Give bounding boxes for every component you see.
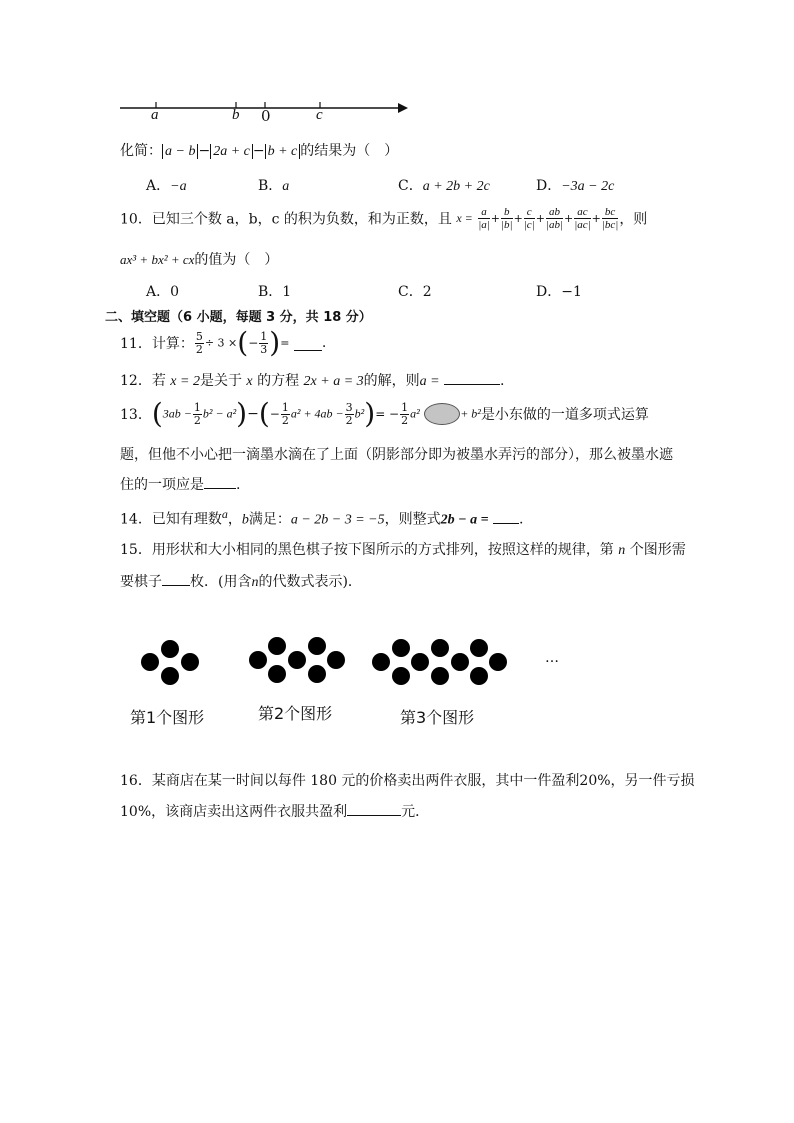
q15-answer-blank[interactable] bbox=[162, 571, 190, 586]
q12-answer-blank[interactable] bbox=[444, 370, 500, 385]
figure-3-stones bbox=[372, 639, 507, 685]
q15-ellipsis: … bbox=[545, 650, 559, 666]
q15-line1: 15．用形状和大小相同的黑色棋子按下图所示的方式排列，按照这样的规律，第 n 个图形需 bbox=[120, 542, 686, 558]
q14-answer-blank[interactable] bbox=[493, 509, 519, 524]
q13-answer-blank[interactable] bbox=[204, 474, 236, 489]
q13-line3: 住的一项应是 . bbox=[120, 474, 240, 494]
q10-option-b[interactable]: B．1 bbox=[258, 284, 292, 300]
q10-tail: ，则 bbox=[619, 211, 648, 228]
q9-abs3: b + c bbox=[265, 144, 301, 159]
q9-option-b[interactable]: B．a bbox=[258, 178, 290, 194]
q9-option-c[interactable]: C．a + 2b + 2c bbox=[398, 178, 490, 194]
q11-lead: 11．计算： bbox=[120, 336, 194, 352]
q10-frac-4: $\frac{ab}{|ab|}$ bbox=[545, 206, 563, 231]
q10-expr2: ax³ + bx² + cx bbox=[120, 252, 195, 267]
q13-stem: 13．(3ab − $\frac{1}{2}$ b² − a²)−(− $\frac{1}{2}$ a² + 4ab − $\frac{3}{2}$ b²)= − $\frac{1}{2}$ a² + b²是小东做的一道多项式运算 bbox=[120, 397, 649, 430]
q10-frac-1: $\frac{a}{|a|}$ bbox=[478, 206, 490, 231]
q9-op1: − bbox=[198, 143, 211, 159]
q10-frac-2: $\frac{b}{|b|}$ bbox=[501, 206, 513, 231]
ink-blot bbox=[424, 403, 460, 425]
q10-line2 bbox=[120, 249, 278, 269]
numberline-label-c: c bbox=[316, 107, 323, 123]
q9-option-a[interactable]: A．−a bbox=[146, 178, 187, 194]
q9-abs2: 2a + c bbox=[210, 144, 253, 159]
q10-frac-6: $\frac{bc}{|bc|}$ bbox=[601, 206, 619, 231]
numberline-label-a: a bbox=[151, 107, 159, 123]
q9-suffix: 的结果为（ ） bbox=[300, 143, 399, 159]
q11-frac-2: $\frac{1}{3}$ bbox=[260, 329, 268, 356]
q10-lead: 10．已知三个数 a，b，c 的积为负数，和为正数，且 bbox=[120, 211, 452, 228]
q11-mid: ÷ 3 × bbox=[204, 336, 238, 350]
figure-3-label: 第3个图形 bbox=[400, 708, 475, 727]
q9-abs1: a − b bbox=[162, 144, 198, 159]
q16-answer-blank[interactable] bbox=[347, 801, 401, 816]
q15-line2: 要棋子 枚．(用含n的代数式表示)． bbox=[120, 571, 362, 591]
q10-frac-3: $\frac{c}{|c|}$ bbox=[523, 206, 535, 231]
q9-prefix: 化简： bbox=[120, 143, 162, 159]
q10-x-eq: x = bbox=[456, 211, 473, 225]
q10-option-c[interactable]: C．2 bbox=[398, 284, 432, 300]
q15-pattern-figures bbox=[130, 625, 570, 695]
q10-frac-5: $\frac{ac}{|ac|}$ bbox=[574, 206, 591, 231]
figure-1-label: 第1个图形 bbox=[130, 708, 205, 727]
numberline-label-zero: 0 bbox=[261, 107, 271, 125]
q11-stem: 11．计算： $\frac{5}{2}$ ÷ 3 ×(− $\frac{1}{3}$ )= . bbox=[120, 326, 327, 359]
q10-stem: 10．已知三个数 a，b，c 的积为负数，和为正数，且 x = $\frac{a}{|a|}$ + $\frac{b}{|b|}$ + $\frac{c}{|c|}$ + $\frac{ab}{|ab|}$ + $\frac{ac}{|ac|}$ + $\frac{bc}{|bc|}$ ，则 bbox=[120, 206, 648, 231]
numberline-label-b: b bbox=[232, 107, 240, 123]
q10-expr2-tail: 的值为（ ） bbox=[194, 252, 279, 268]
q16-line2: 10%，该商店卖出这两件衣服共盈利 元． bbox=[120, 801, 429, 821]
q14-stem: 14．已知有理数a，b满足：a − 2b − 3 = −5，则整式2b − a = . bbox=[120, 507, 524, 528]
figure-2-label: 第2个图形 bbox=[258, 704, 333, 723]
q10-option-a[interactable]: A．0 bbox=[146, 284, 180, 300]
q16-line1: 16．某商店在某一时间以每件 180 元的价格卖出两件衣服，其中一件盈利20%，另一件亏损 bbox=[120, 773, 695, 789]
figure-2-stones bbox=[249, 637, 345, 683]
q13-line2: 题，但他不小心把一滴墨水滴在了上面（阴影部分即为被墨水弄污的部分），那么被墨水遮 bbox=[120, 447, 673, 463]
q11-answer-blank[interactable] bbox=[294, 336, 322, 351]
section-title-fill-blank: 二、填空题（6 小题，每题 3 分，共 18 分） bbox=[105, 310, 372, 325]
figure-1-stones bbox=[141, 640, 199, 685]
q12-stem: 12．若 x = 2是关于 x 的方程 2x + a = 3的解，则a = . bbox=[120, 370, 505, 390]
q11-frac-1: $\frac{5}{2}$ bbox=[195, 329, 203, 356]
q9-stem bbox=[120, 140, 398, 160]
q9-op2: − bbox=[252, 143, 265, 159]
q10-option-d[interactable]: D．−1 bbox=[536, 284, 582, 300]
q9-option-d[interactable]: D．−3a − 2c bbox=[536, 178, 615, 194]
